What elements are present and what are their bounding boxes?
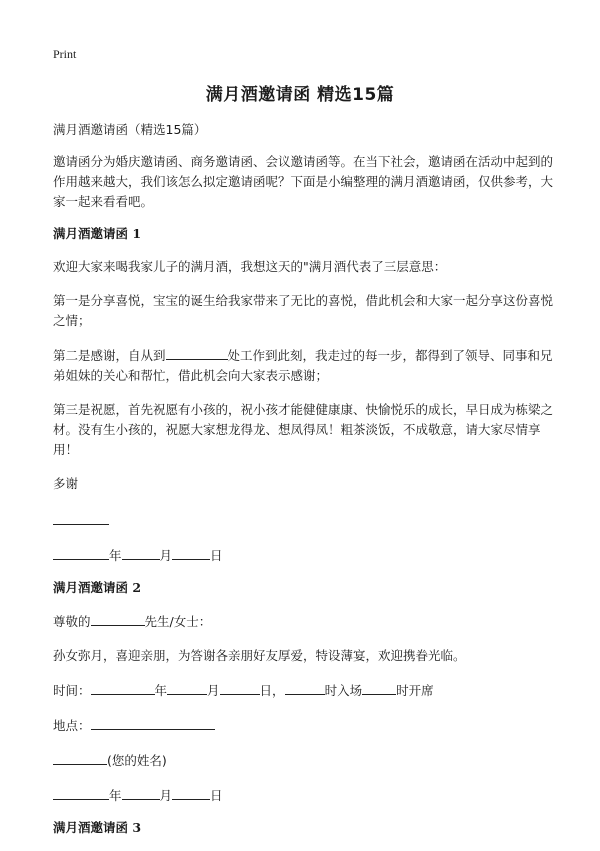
section-1-paragraph-3	[53, 345, 553, 386]
month-label: 月	[159, 548, 173, 563]
name-hint: (您的姓名)	[107, 753, 167, 768]
day-label: 日	[210, 548, 223, 563]
day-label-2: 日	[210, 788, 223, 803]
section-1-paragraph-2: 第一是分享喜悦，宝宝的诞生给我家带来了无比的喜悦，借此机会和大家一起分享这份喜悦之情；	[53, 293, 554, 328]
print-link[interactable]: Print	[53, 47, 77, 61]
time-month-blank	[167, 680, 207, 695]
month-label-2: 月	[159, 788, 173, 803]
time-line	[53, 680, 553, 701]
document-subtitle: 满月酒邀请函（精选15篇）	[53, 122, 207, 137]
time-month-label: 月	[207, 683, 220, 698]
section-1-heading: 满月酒邀请函 1	[53, 226, 142, 241]
month-blank-2	[122, 785, 160, 800]
signature-blank	[53, 510, 109, 525]
p3-start: 第二是感谢，自从到	[53, 348, 166, 363]
date-line-2	[53, 785, 553, 806]
name-line	[53, 750, 553, 771]
section-2-body: 孙女弥月，喜迎亲朋，为答谢各亲朋好友厚爱，特设薄宴，欢迎携眷光临。	[53, 648, 466, 663]
workplace-blank	[166, 345, 228, 360]
place-label: 地点：	[53, 718, 91, 733]
salutation-suffix: 先生/女士：	[144, 614, 212, 629]
salutation-prefix: 尊敬的	[53, 614, 91, 629]
year-blank	[53, 545, 109, 560]
start-label: 时开席	[396, 683, 434, 698]
time-label: 时间：	[53, 683, 91, 698]
time-day-blank	[220, 680, 260, 695]
day-blank	[172, 545, 210, 560]
time-day-label: 日，	[259, 683, 285, 698]
time-year-label: 年	[154, 683, 168, 698]
date-line-1	[53, 545, 553, 566]
start-hour-blank	[362, 680, 396, 695]
document-body	[53, 120, 553, 851]
month-blank	[122, 545, 160, 560]
time-year-blank	[91, 680, 155, 695]
thanks-text: 多谢	[53, 476, 79, 491]
salutation	[53, 611, 553, 632]
entry-label: 时入场	[324, 683, 363, 698]
year-label-2: 年	[109, 788, 122, 803]
signature-line	[53, 510, 553, 531]
day-blank-2	[172, 785, 210, 800]
section-1-paragraph-4: 第三是祝愿，首先祝愿有小孩的，祝小孩才能健健康康、快愉悦乐的成长，早日成为栋梁之材。没有生小孩的，祝愿大家想龙得龙、想凤得凤！粗茶淡饭，不成敬意，请大家尽情享用！	[53, 402, 554, 457]
p3-end: 处工作到此刻，我走过的每一步，都得到了领导、同事和兄弟姐妹的关心和帮忙，借此机会向大家表示感谢；	[53, 348, 553, 383]
entry-hour-blank	[285, 680, 325, 695]
intro-paragraph: 邀请函分为婚庆邀请函、商务邀请函、会议邀请函等。在当下社会，邀请函在活动中起到的作用越来越大，我们该怎么拟定邀请函呢？下面是小编整理的满月酒邀请函，仅供参考，大家一起来看看吧。	[53, 154, 554, 209]
place-line	[53, 715, 553, 736]
section-1-paragraph-1: 欢迎大家来喝我家儿子的满月酒，我想这天的"满月酒代表了三层意思：	[53, 259, 447, 274]
year-label: 年	[109, 548, 122, 563]
place-blank	[91, 715, 215, 730]
host-name-blank	[53, 750, 107, 765]
section-3-heading: 满月酒邀请函 3	[53, 820, 142, 835]
guest-name-blank	[91, 611, 145, 626]
year-blank-2	[53, 785, 109, 800]
page-title: 满月酒邀请函 精选15篇	[205, 85, 395, 105]
section-2-heading: 满月酒邀请函 2	[53, 580, 142, 595]
